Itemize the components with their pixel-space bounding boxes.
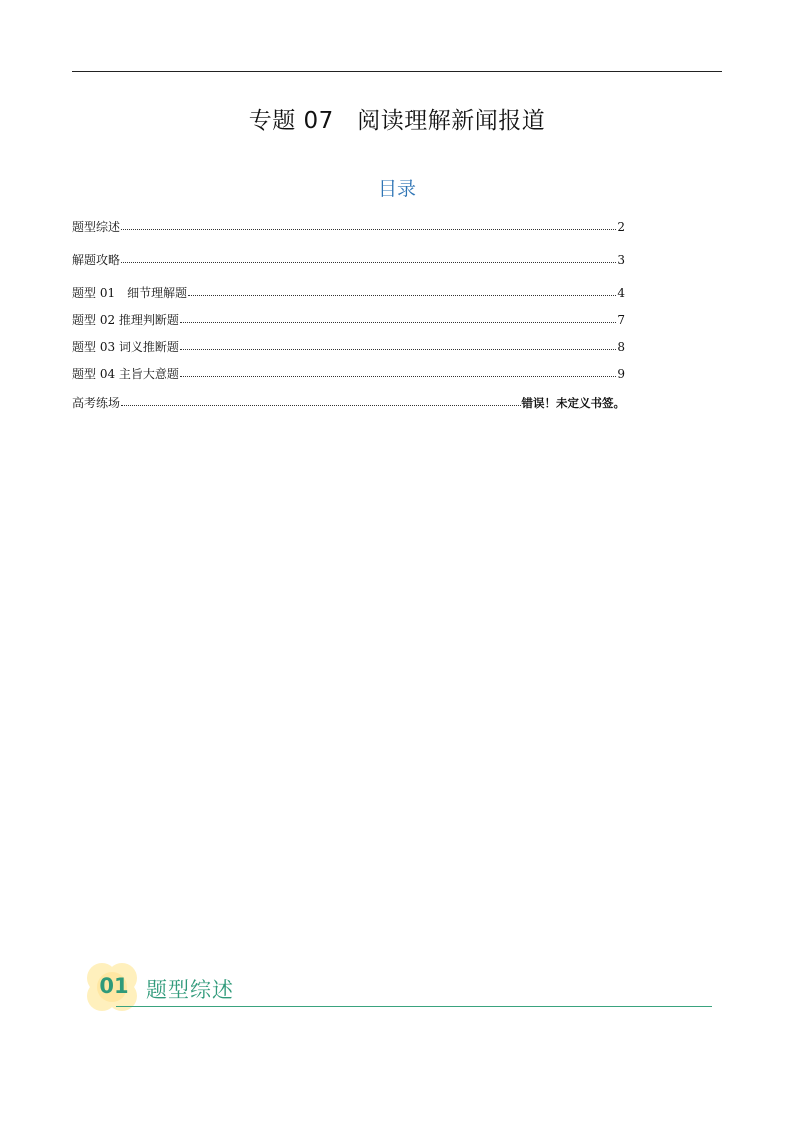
toc-entry-type-01[interactable] — [72, 284, 625, 300]
toc-leader-dots — [180, 340, 616, 350]
header-rule — [72, 71, 722, 72]
section-number: 01 — [99, 974, 129, 998]
toc-leader-dots — [121, 253, 616, 263]
toc-leader-dots — [121, 396, 520, 406]
toc-entry-label: 题型 02 推理判断题 — [72, 313, 179, 327]
toc-entry-type-04[interactable] — [72, 365, 625, 381]
toc-entry-overview[interactable] — [72, 218, 625, 234]
toc-page-number: 4 — [617, 286, 625, 300]
toc-entry-strategy[interactable] — [72, 251, 625, 267]
toc-entry-type-03[interactable] — [72, 338, 625, 354]
toc-page-number: 9 — [617, 367, 625, 381]
toc-entry-label: 题型 04 主旨大意题 — [72, 367, 179, 381]
toc-entry-practice[interactable] — [72, 394, 625, 410]
toc-entry-label: 题型 03 词义推断题 — [72, 340, 179, 354]
toc-page-number: 2 — [617, 220, 625, 234]
toc-leader-dots — [180, 367, 616, 377]
toc-leader-dots — [188, 286, 616, 296]
section-rule — [116, 1006, 712, 1007]
toc-entry-label: 题型综述 — [72, 220, 121, 234]
toc-page-number: 8 — [617, 340, 625, 354]
toc-entry-label: 高考练场 — [72, 396, 121, 410]
toc-leader-dots — [180, 313, 616, 323]
toc-page-number: 3 — [617, 253, 625, 267]
document-title: 专题 07 阅读理解新闻报道 — [248, 108, 546, 134]
section-heading — [80, 958, 720, 1028]
toc-entry-label: 题型 01 细节理解题 — [72, 286, 188, 300]
toc-heading: 目录 — [377, 178, 416, 200]
toc-page-number: 7 — [617, 313, 625, 327]
toc-bookmark-error: 错误！未定义书签。 — [521, 396, 625, 410]
section-title: 题型综述 — [146, 978, 234, 1002]
toc-entry-type-02[interactable] — [72, 311, 625, 327]
toc-leader-dots — [121, 220, 616, 230]
toc-entry-label: 解题攻略 — [72, 253, 121, 267]
